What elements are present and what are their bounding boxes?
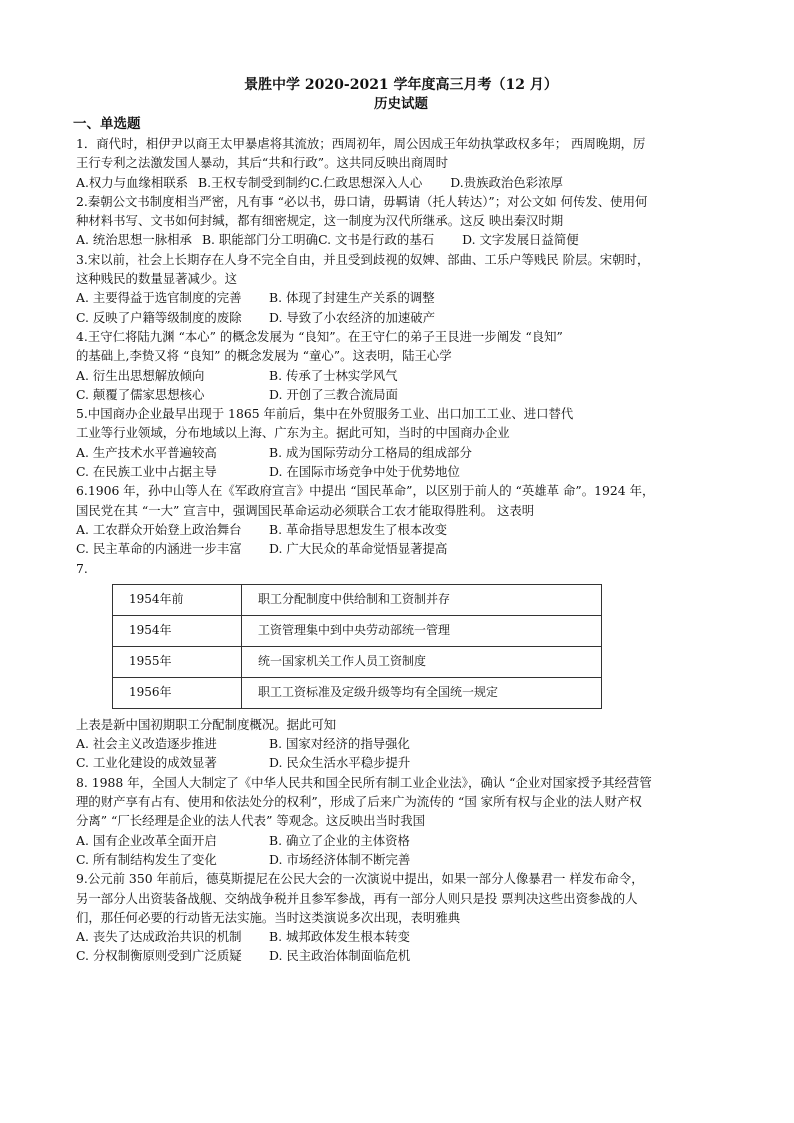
option-a[interactable]: A. 国有企业改革全面开启 bbox=[76, 832, 217, 848]
option-d[interactable]: D.贵族政治色彩浓厚 bbox=[450, 174, 563, 190]
option-d[interactable]: D. 民主政治体制面临危机 bbox=[269, 948, 411, 964]
table-cell-year: 1954年前 bbox=[113, 584, 242, 615]
option-c[interactable]: C.仁政思想深入人心 bbox=[310, 174, 423, 190]
option-d[interactable]: D. 开创了三教合流局面 bbox=[269, 386, 398, 402]
table-cell-year: 1956年 bbox=[113, 677, 242, 708]
option-c[interactable]: C. 民主革命的内涵进一步丰富 bbox=[76, 541, 242, 557]
options-row bbox=[76, 173, 726, 192]
question-7 bbox=[76, 559, 726, 773]
table-row bbox=[113, 646, 602, 677]
question-6 bbox=[76, 481, 726, 558]
option-d[interactable]: D. 民众生活水平稳步提升 bbox=[269, 755, 411, 771]
exam-subtitle: 历史试题 bbox=[374, 96, 428, 112]
table-row bbox=[113, 584, 602, 615]
question-2 bbox=[76, 192, 726, 250]
question-stem-line: 的基础上,李贽又将 “良知” 的概念发展为 “童心”。这表明，陆王心学 bbox=[76, 348, 452, 364]
table-row bbox=[113, 677, 602, 708]
table-cell-description: 工资管理集中到中央劳动部统一管理 bbox=[242, 615, 602, 646]
question-list bbox=[76, 134, 726, 559]
option-b[interactable]: B. 体现了封建生产关系的调整 bbox=[269, 290, 435, 306]
option-a[interactable]: A. 统治思想一脉相承 bbox=[76, 232, 192, 248]
options-row bbox=[76, 288, 726, 307]
options-row bbox=[76, 927, 726, 946]
option-c[interactable]: C. 文书是行政的基石 bbox=[318, 232, 435, 248]
question-stem-line: 2.秦朝公文书制度相当严密，凡有事 “必以书，毋口请，毋羁请（托人转达）”；对公文如 何传发、使用何 bbox=[76, 193, 648, 209]
option-d[interactable]: D. 市场经济体制不断完善 bbox=[269, 851, 411, 867]
option-c[interactable]: C. 所有制结构发生了变化 bbox=[76, 851, 217, 867]
option-d[interactable]: D. 文字发展日益简便 bbox=[462, 232, 579, 248]
option-b[interactable]: B. 革命指导思想发生了根本改变 bbox=[269, 521, 448, 537]
options-row bbox=[76, 443, 726, 462]
question-stem-line: 工业等行业领域，分布地域以上海、广东为主。据此可知，当时的中国商办企业 bbox=[76, 425, 510, 441]
option-a[interactable]: A. 衍生出思想解放倾向 bbox=[76, 367, 205, 383]
table-cell-year: 1954年 bbox=[113, 615, 242, 646]
option-c[interactable]: C. 颠覆了儒家思想核心 bbox=[76, 386, 205, 402]
question-stem-line: 另一部分人出资装备战舰、交纳战争税并且参军参战，再有一部分人则只是投 票判决这些出资参战的人 bbox=[76, 890, 638, 906]
question-stem: 上表是新中国初期职工分配制度概况。据此可知 bbox=[76, 716, 337, 732]
salary-table bbox=[112, 584, 602, 709]
question-8 bbox=[76, 773, 726, 869]
options-row bbox=[76, 946, 726, 965]
question-stem-line: 国民党在其 “一大” 宣言中，强调国民革命运动必须联合工农才能取得胜利。 这表明 bbox=[76, 502, 535, 518]
option-d[interactable]: D. 导致了小农经济的加速破产 bbox=[269, 309, 436, 325]
options-row bbox=[76, 753, 726, 772]
question-stem-line: 们，那任何必要的行动皆无法实施。当时这类演说多次出现，表明雅典 bbox=[76, 909, 461, 925]
question-number: 7. bbox=[76, 560, 88, 576]
option-c[interactable]: C. 分权制衡原则受到广泛质疑 bbox=[76, 948, 242, 964]
question-stem-line: 分离” “厂长经理是企业的法人代表” 等观念。这反映出当时我国 bbox=[76, 813, 426, 829]
table-row bbox=[113, 615, 602, 646]
option-b[interactable]: B. 确立了企业的主体资格 bbox=[269, 832, 410, 848]
question-stem-line: 6.1906 年，孙中山等人在《军政府宣言》中提出 “国民革命”，以区别于前人的 “英雄革 命”。1924 年， bbox=[76, 483, 655, 499]
option-a[interactable]: A.权力与血缘相联系 bbox=[76, 174, 189, 190]
question-stem-line: 5.中国商办企业最早出现于 1865 年前后，集中在外贸服务工业、出口加工工业、进口替代 bbox=[76, 406, 574, 422]
question-stem-line: 4.王守仁将陆九渊 “本心” 的概念发展为 “良知”。在王守仁的弟子王艮进一步阐发 “良知” bbox=[76, 328, 563, 344]
question-stem-line: 1．商代时，相伊尹以商王太甲暴虐将其流放；西周初年，周公因成王年幼执掌政权多年； 西周晚期，厉 bbox=[76, 136, 646, 151]
option-b[interactable]: B.王权专制受到制约 bbox=[198, 174, 311, 190]
options-row bbox=[76, 308, 726, 327]
options-row bbox=[76, 462, 726, 481]
option-a[interactable]: A. 主要得益于选官制度的完善 bbox=[76, 290, 242, 306]
options-row bbox=[76, 366, 726, 385]
option-b[interactable]: B. 城邦政体发生根本转变 bbox=[269, 929, 410, 945]
options-row bbox=[76, 385, 726, 404]
question-stem-line: 9.公元前 350 年前后，德莫斯提尼在公民大会的一次演说中提出，如果一部分人像暴君一 样发布命令， bbox=[76, 871, 644, 887]
options-row bbox=[76, 520, 726, 539]
options-row bbox=[76, 734, 726, 753]
exam-title: 景胜中学 2020-2021 学年度高三月考（12 月） bbox=[244, 77, 558, 93]
question-9 bbox=[76, 869, 726, 965]
option-a[interactable]: A. 工农群众开始登上政治舞台 bbox=[76, 521, 242, 537]
option-a[interactable]: A. 生产技术水平普遍较高 bbox=[76, 444, 217, 460]
option-d[interactable]: D. 在国际市场竞争中处于优势地位 bbox=[269, 464, 460, 480]
question-stem-line: 8. 1988 年，全国人大制定了《中华人民共和国全民所有制工业企业法》，确认 “企业对国家授予其经营管 bbox=[76, 774, 652, 790]
option-a[interactable]: A. 丧失了达成政治共识的机制 bbox=[76, 929, 242, 945]
question-4 bbox=[76, 327, 726, 404]
table-cell-year: 1955年 bbox=[113, 646, 242, 677]
question-stem-line: 3.宋以前，社会上长期存在人身不完全自由，并且受到歧视的奴婢、部曲、工乐户等贱民 阶层。宋朝时， bbox=[76, 251, 650, 267]
section-heading: 一、单选题 bbox=[73, 116, 141, 132]
table-cell-description: 职工工资标准及定级升级等均有全国统一规定 bbox=[242, 677, 602, 708]
option-b[interactable]: B. 成为国际劳动分工格局的组成部分 bbox=[269, 444, 472, 460]
option-c[interactable]: C. 工业化建设的成效显著 bbox=[76, 755, 217, 771]
options-row bbox=[76, 850, 726, 869]
question-5 bbox=[76, 404, 726, 481]
question-3 bbox=[76, 250, 726, 327]
option-c[interactable]: C. 在民族工业中占据主导 bbox=[76, 464, 217, 480]
question-stem-line: 理的财产享有占有、使用和依法处分的权利”，形成了后来广为流传的 “国 家所有权与企业的法人财产权 bbox=[76, 794, 642, 810]
option-b[interactable]: B. 传承了士林实学风气 bbox=[269, 367, 398, 383]
question-stem-line: 王行专利之法激发国人暴动，其后“共和行政”。这共同反映出商周时 bbox=[76, 155, 448, 171]
question-stem-line: 这种贱民的数量显著减少。这 bbox=[76, 271, 238, 287]
option-b[interactable]: B. 职能部门分工明确 bbox=[201, 232, 319, 248]
option-d[interactable]: D. 广大民众的革命觉悟显著提高 bbox=[269, 541, 448, 557]
question-stem-line: 种材料书写、文书如何封缄，都有细密规定，这一制度为汉代所继承。这反 映出秦汉时期 bbox=[76, 213, 564, 229]
option-a[interactable]: A. 社会主义改造逐步推进 bbox=[76, 736, 217, 752]
options-row bbox=[76, 230, 726, 249]
table-cell-description: 统一国家机关工作人员工资制度 bbox=[242, 646, 602, 677]
question-1 bbox=[76, 134, 726, 192]
options-row bbox=[76, 539, 726, 558]
option-c[interactable]: C. 反映了户籍等级制度的废除 bbox=[76, 309, 242, 325]
table-cell-description: 职工分配制度中供给制和工资制并存 bbox=[242, 584, 602, 615]
option-b[interactable]: B. 国家对经济的指导强化 bbox=[269, 736, 410, 752]
question-list bbox=[76, 773, 726, 966]
options-row bbox=[76, 831, 726, 850]
exam-page bbox=[73, 76, 726, 966]
